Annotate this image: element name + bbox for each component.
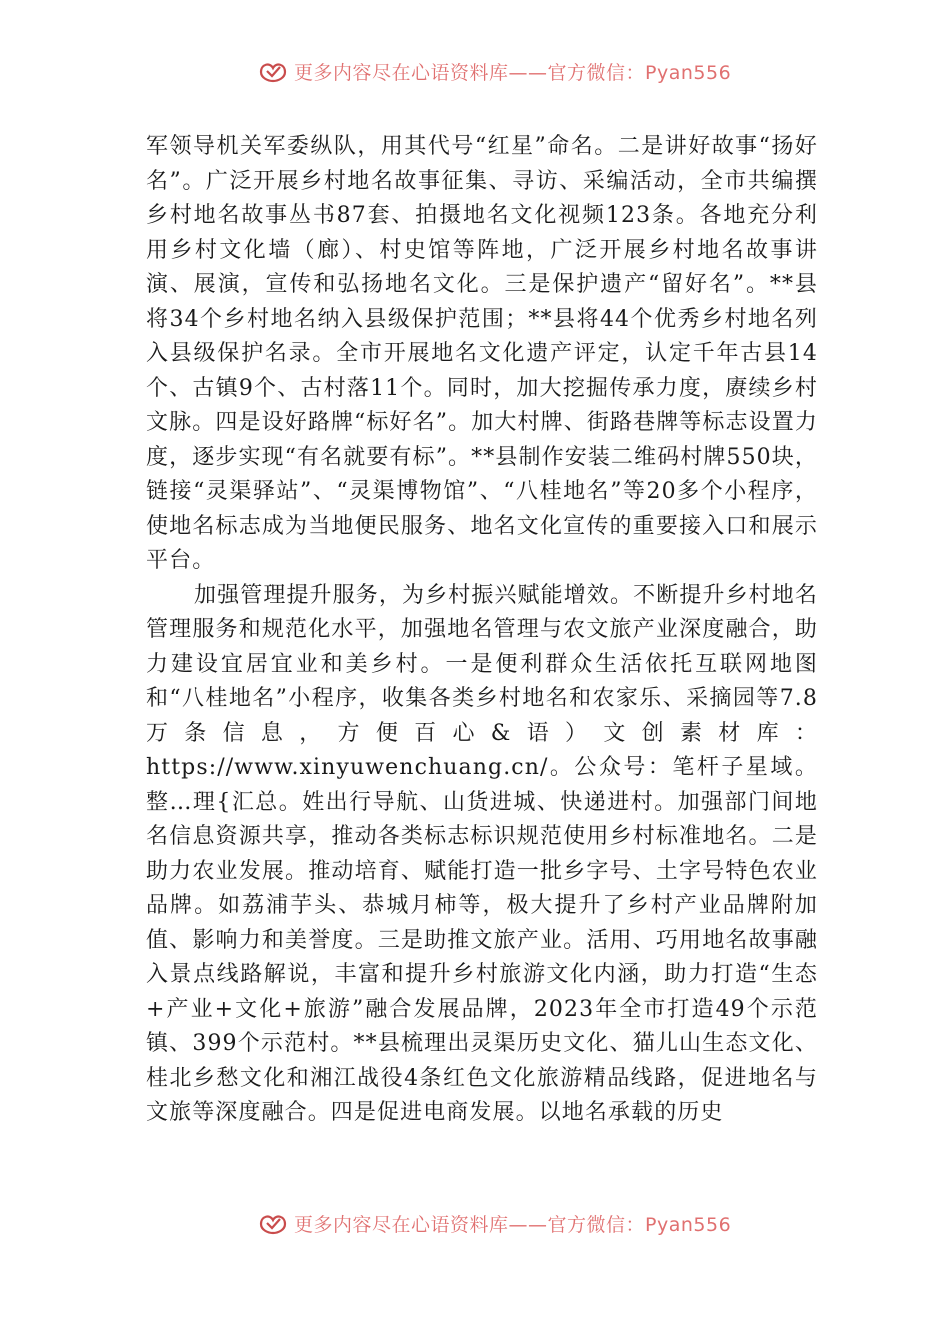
logo-icon bbox=[258, 1211, 288, 1235]
paragraph-1: 军领导机关军委纵队，用其代号“红星”命名。二是讲好故事“扬好名”。广泛开展乡村地名故事征集、寻访、采编活动，全市共编撰乡村地名故事丛书87套、拍摄地名文化视频123条。各地充分利用乡村文化墙（廊）、村史馆等阵地，广泛开展乡村地名故事讲演、展演，宣传和弘扬地名文化。三是保护遗产“留好名”。**县将34个乡村地名纳入县级保护范围；**县将44个优秀乡村地名列入县级保护名录。全市开展地名文化遗产评定，认定千年古县14个、古镇9个、古村落11个。同时，加大挖掘传承力度，赓续乡村文脉。四是设好路牌“标好名”。加大村牌、街路巷牌等标志设置力度，逐步实现“有名就要有标”。**县制作安装二维码村牌550块，链接“灵渠驿站”、“灵渠博物馆”、“八桂地名”等20多个小程序，使地名标志成为当地便民服务、地名文化宣传的重要接入口和展示平台。 bbox=[146, 134, 818, 573]
footer-watermark bbox=[258, 1210, 731, 1236]
header-watermark-text: 更多内容尽在心语资料库——官方微信：Pyan556 bbox=[294, 61, 732, 84]
header-watermark bbox=[258, 58, 731, 84]
document-body bbox=[146, 130, 818, 1131]
footer-watermark-text: 更多内容尽在心语资料库——官方微信：Pyan556 bbox=[294, 1213, 732, 1236]
paragraph-2: 加强管理提升服务，为乡村振兴赋能增效。不断提升乡村地名管理服务和规范化水平，加强地名管理与农文旅产业深度融合，助力建设宜居宜业和美乡村。一是便利群众生活依托互联网地图和“八桂地名”小程序，收集各类乡村地名和农家乐、采摘园等7.8万条信息，方便百心&语）文创素材库：https://www.xinyuwenchuang.cn/。公众号：笔杆子星域。整…理{汇总。姓出行导航、山货进城、快递进村。加强部门间地名信息资源共享，推动各类标志标识规范使用乡村标准地名。二是助力农业发展。推动培育、赋能打造一批乡字号、土字号特色农业品牌。如荔浦芋头、恭城月柿等，极大提升了乡村产业品牌附加值、影响力和美誉度。三是助推文旅产业。活用、巧用地名故事融入景点线路解说，丰富和提升乡村旅游文化内涵，助力打造“生态+产业+文化+旅游”融合发展品牌，2023年全市打造49个示范镇、399个示范村。**县梳理出灵渠历史文化、猫儿山生态文化、桂北乡愁文化和湘江战役4条红色文化旅游精品线路，促进地名与文旅等深度融合。四是促进电商发展。以地名承载的历史 bbox=[146, 582, 818, 1125]
logo-icon bbox=[258, 59, 288, 83]
